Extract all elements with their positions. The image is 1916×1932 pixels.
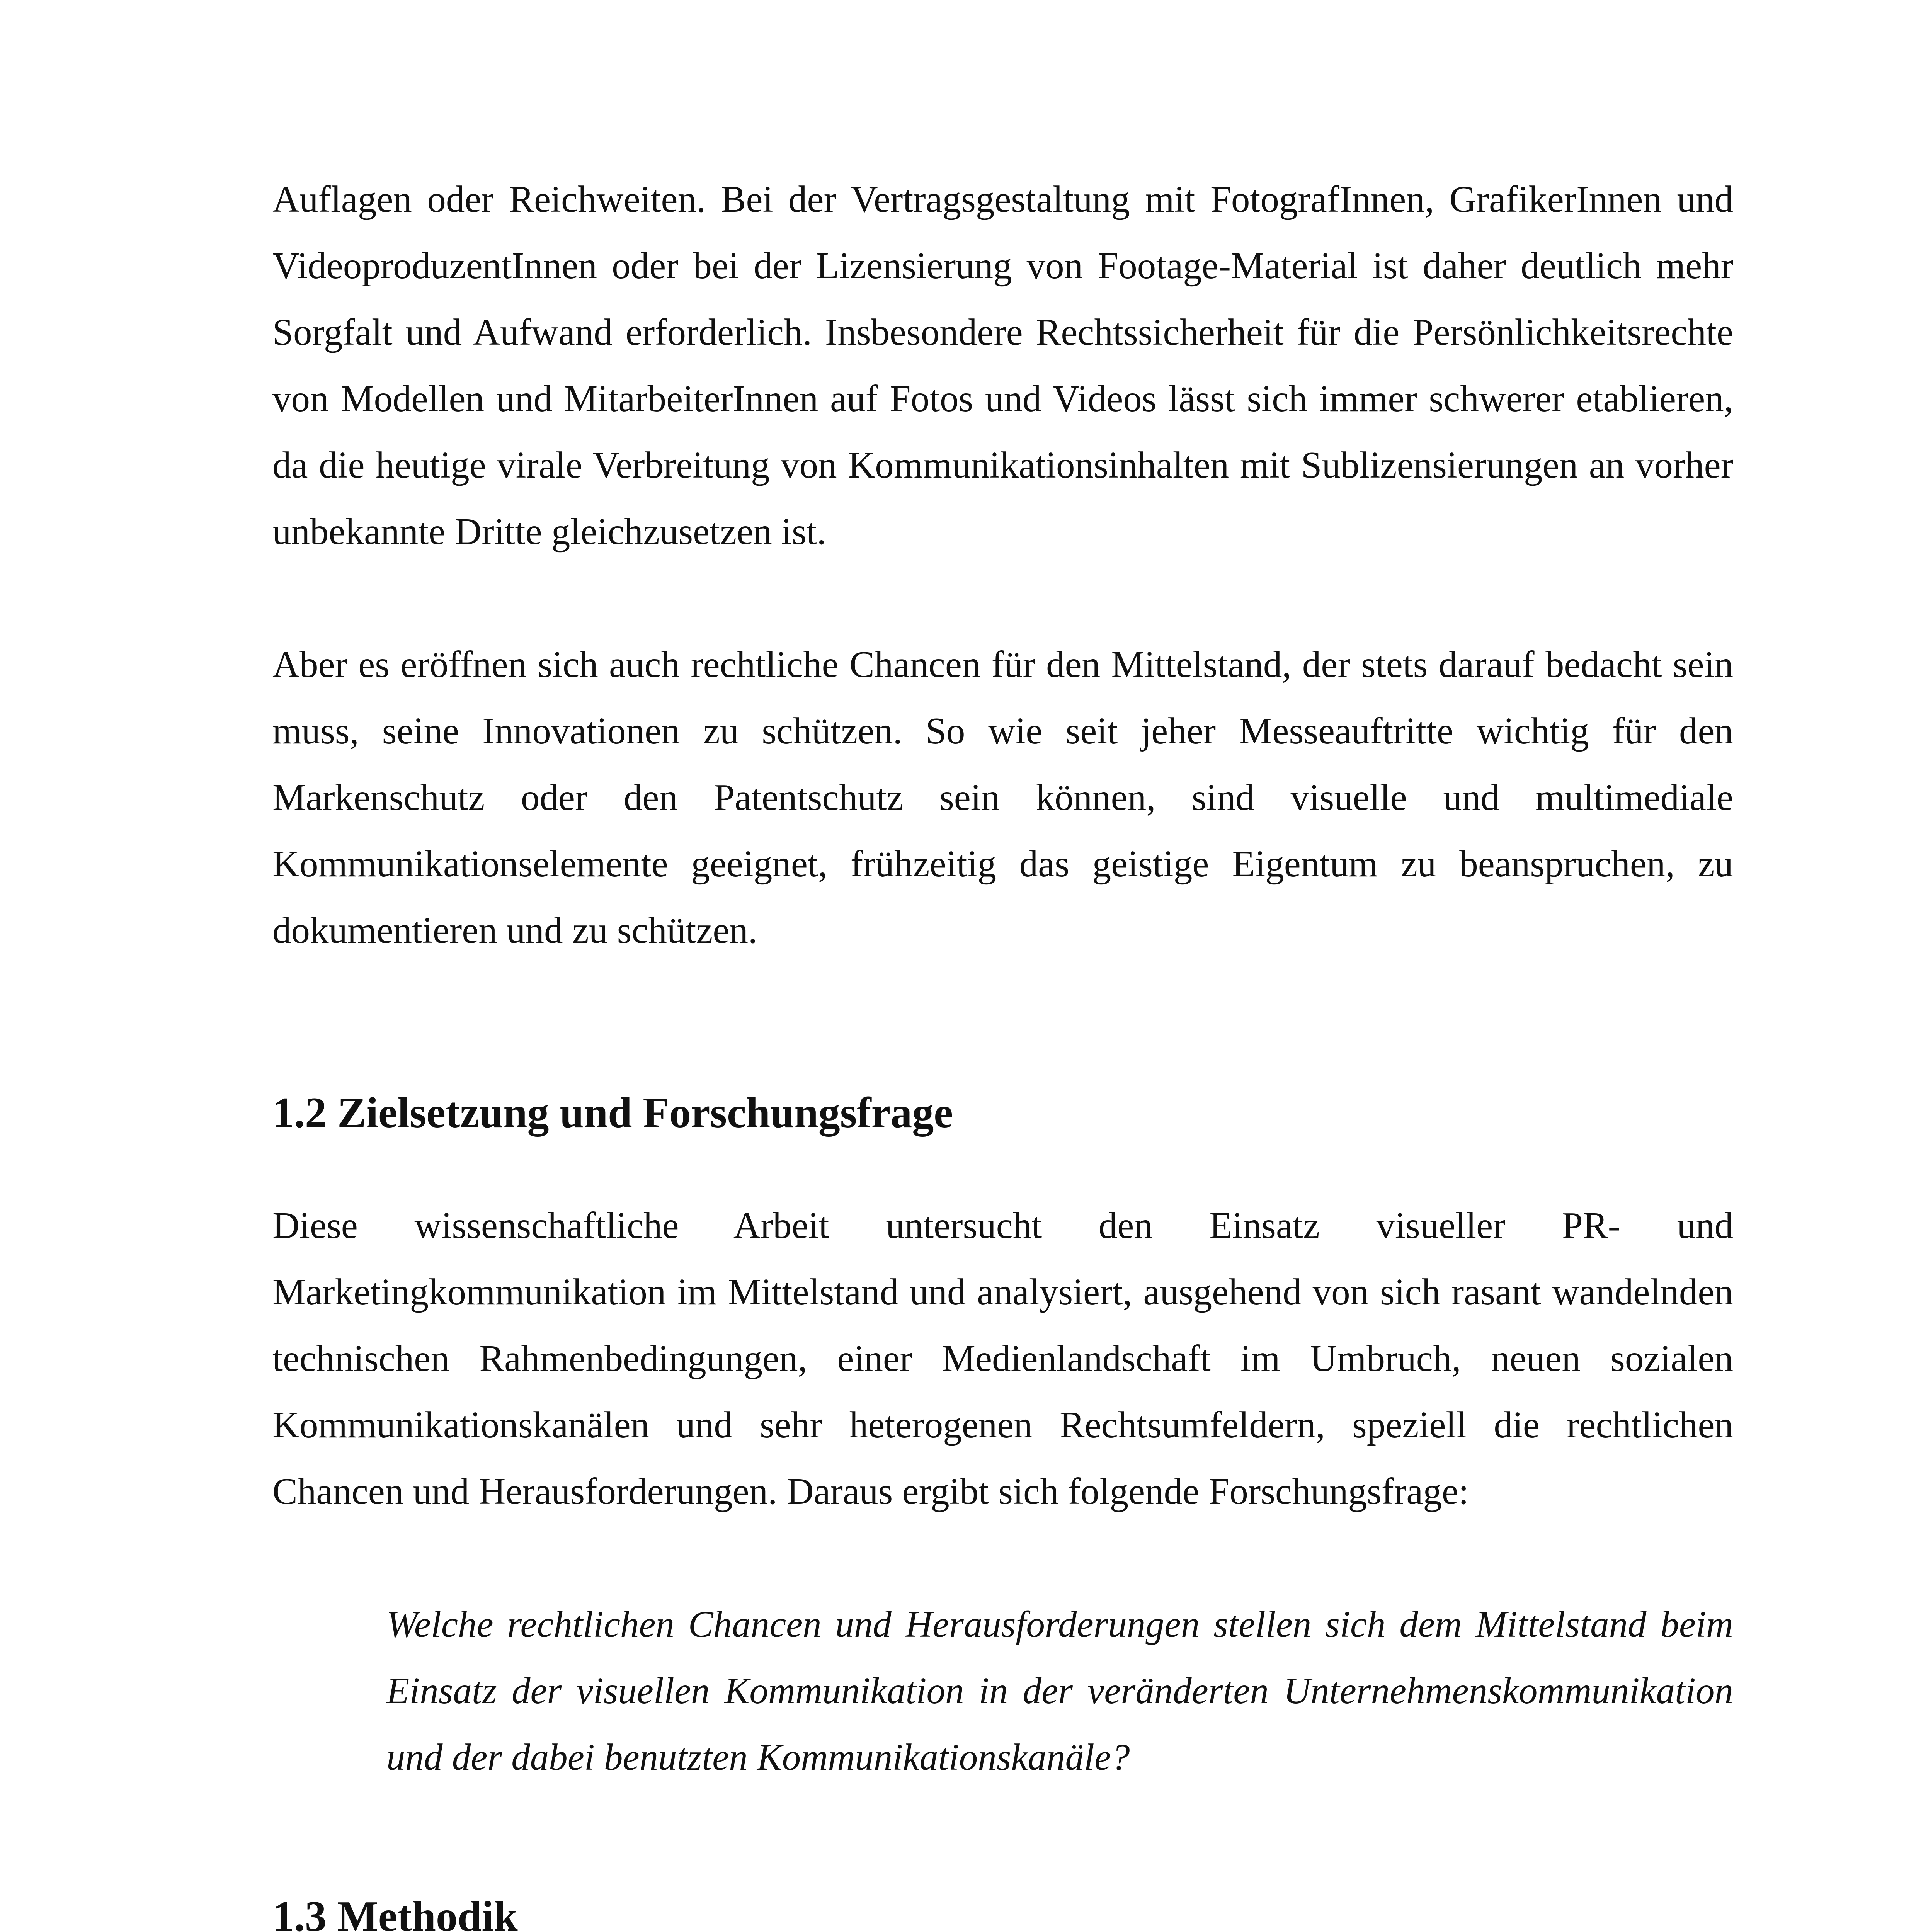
paragraph-rights-licensing: Auflagen oder Reichweiten. Bei der Vertragsgestaltung mit FotografInnen, GrafikerInnen und VideoproduzentInnen oder bei der Lizensierung von Footage-Material ist daher deutlich mehr Sorgfalt und Aufwand erforderlich. Insbesondere Rechtssicherheit für die Persönlichkeitsrechte von Modellen und MitarbeiterInnen auf Fotos und Videos lässt sich immer schwerer etablieren, da die heutige virale Verbreitung von Kommunikationsinhalten mit Sublizensierungen an vorher unbekannte Dritte gleichzusetzen ist. bbox=[272, 179, 1733, 552]
section-heading-methodology: 1.3 Methodik bbox=[272, 1893, 518, 1932]
research-question-quote: Welche rechtlichen Chancen und Herausforderungen stellen sich dem Mittelstand beim Einsatz der visuellen Kommunikation in der veränderten Unternehmenskommunikation und der dabei benutzten Kommunikationskanäle? bbox=[386, 1604, 1733, 1778]
section-heading-objectives: 1.2 Zielsetzung und Forschungsfrage bbox=[272, 1089, 953, 1137]
paragraph-objectives: Diese wissenschaftliche Arbeit untersucht den Einsatz visueller PR- und Marketingkommunikation im Mittelstand und analysiert, ausgehend von sich rasant wandelnden technischen Rahmenbedingungen, einer Medienlandschaft im Umbruch, neuen sozialen Kommunikationskanälen und sehr heterogenen Rechtsumfeldern, speziell die rechtlichen Chancen und Herausforderungen. Daraus ergibt sich folgende Forschungsfrage: bbox=[272, 1205, 1733, 1512]
page-content bbox=[272, 166, 1733, 1932]
paragraph-legal-opportunities: Aber es eröffnen sich auch rechtliche Chancen für den Mittelstand, der stets darauf bedacht sein muss, seine Innovationen zu schützen. So wie seit jeher Messeauftritte wichtig für den Markenschutz oder den Patentschutz sein können, sind visuelle und multimediale Kommunikationselemente geeignet, frühzeitig das geistige Eigentum zu beanspruchen, zu dokumentieren und zu schützen. bbox=[272, 644, 1733, 951]
